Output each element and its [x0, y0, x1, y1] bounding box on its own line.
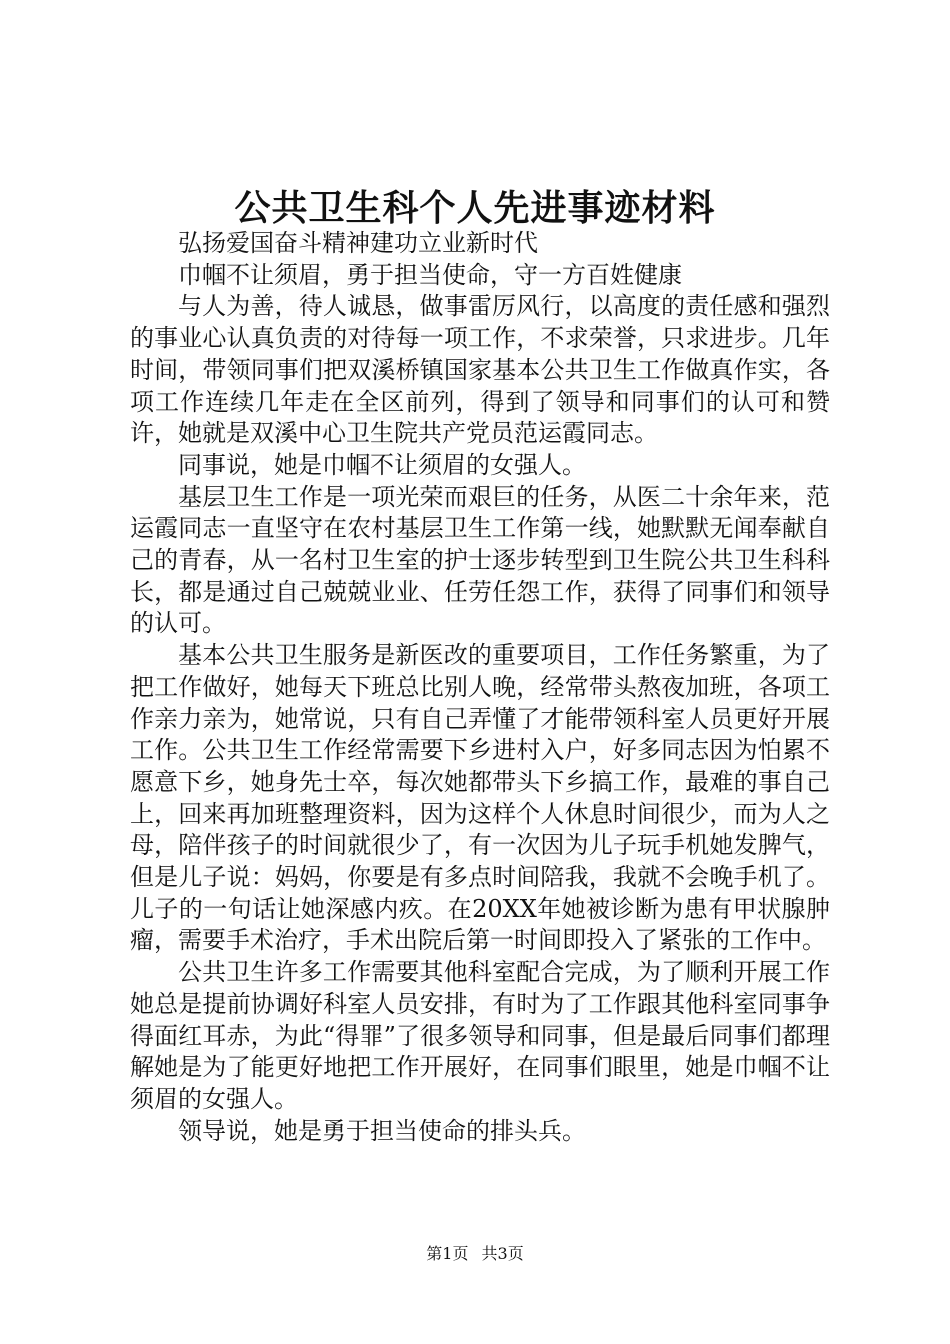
document-title: 公共卫生科个人先进事迹材料	[234, 187, 716, 229]
body-paragraph: 基层卫生工作是一项光荣而艰巨的任务，从医二十余年来，范运霞同志一直坚守在农村基层卫生工作第一线，她默默无闻奉献自己的青春，从一名村卫生室的护士逐步转型到卫生院公共卫生科科长，都是通过自己兢兢业业、任劳任怨工作，获得了同事们和领导的认可。	[130, 482, 830, 638]
section-heading: 领导说，她是勇于担当使命的排头兵。	[178, 1116, 586, 1145]
body-paragraph: 与人为善，待人诚恳，做事雷厉风行，以高度的责任感和强烈的事业心认真负责的对待每一项工作，不求荣誉，只求进步。几年时间，带领同事们把双溪桥镇国家基本公共卫生工作做真作实，各项工作连续几年走在全区前列，得到了领导和同事们的认可和赞许，她就是双溪中心卫生院共产党员范运霞同志。	[130, 292, 830, 448]
subtitle-line: 弘扬爱国奋斗精神建功立业新时代	[178, 229, 538, 257]
body-paragraph: 公共卫生许多工作需要其他科室配合完成，为了顺利开展工作她总是提前协调好科室人员安排，有时为了工作跟其他科室同事争得面红耳赤，为此“得罪”了很多领导和同事，但是最后同事们都理解她是为了能更好地把工作开展好，在同事们眼里，她是巾帼不让须眉的女强人。	[130, 958, 830, 1113]
section-heading: 同事说，她是巾帼不让须眉的女强人。	[178, 450, 586, 479]
subtitle-line: 巾帼不让须眉，勇于担当使命，守一方百姓健康	[178, 260, 682, 289]
page-total: 共3页	[481, 1244, 524, 1263]
page-number: 第1页	[426, 1244, 469, 1263]
body-paragraph: 基本公共卫生服务是新医改的重要项目，工作任务繁重，为了把工作做好，她每天下班总比别人晚，经常带头熬夜加班，各项工作亲力亲为，她常说，只有自己弄懂了才能带领科室人员更好开展工作。公共卫生工作经常需要下乡进村入户，好多同志因为怕累不愿意下乡，她身先士卒，每次她都带头下乡搞工作，最难的事自己上，回来再加班整理资料，因为这样个人休息时间很少，而为人之母，陪伴孩子的时间就很少了，有一次因为儿子玩手机她发脾气，但是儿子说：妈妈，你要是有多点时间陪我，我就不会晚手机了。儿子的一句话让她深感内疚。在20XX年她被诊断为患有甲状腺肿瘤，需要手术治疗，手术出院后第一时间即投入了紧张的工作中。	[130, 641, 830, 955]
document-body	[130, 228, 830, 1147]
page-footer	[0, 1243, 950, 1265]
